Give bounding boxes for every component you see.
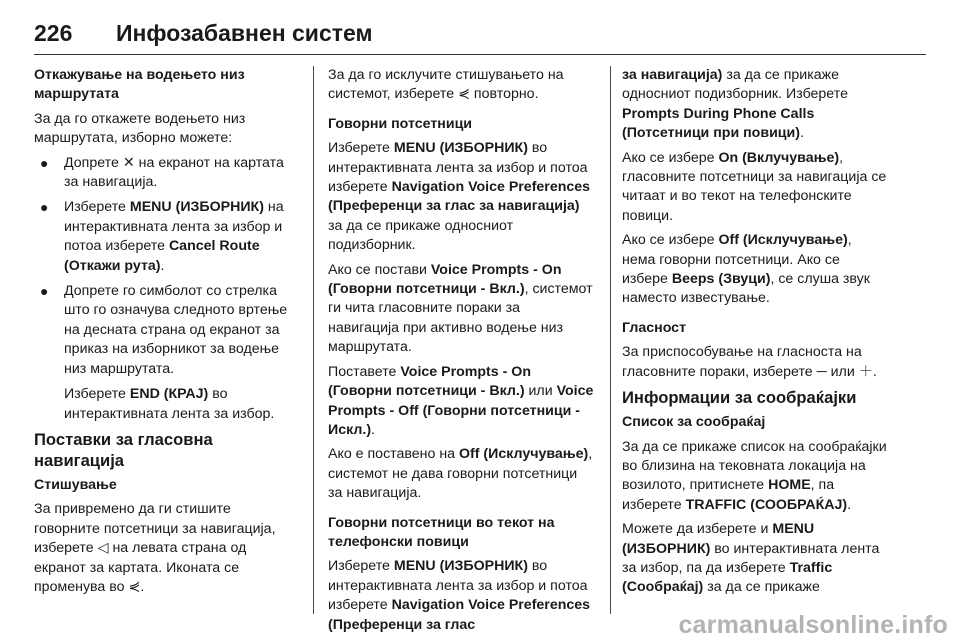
mute-arrow-icon: ◁ — [97, 540, 109, 557]
list-item: ● Допрете ✕ на екранот на картата за навигација. — [40, 154, 284, 191]
paragraph: Ако е поставено на Off (Исклучување), системот не дава говорни потсетници за навигација. — [328, 446, 593, 502]
plus-icon: ＋ — [858, 363, 873, 380]
watermark: carmanualsonline.info — [678, 611, 948, 639]
column-3 — [622, 66, 888, 603]
paragraph: Изберете MENU (ИЗБОРНИК) во интерактивната лента за избор и потоа изберете Navigation Voice Preferences (Преференци за глас за навигација) за да се прикаже односниот подизборник. — [328, 140, 591, 254]
subheading-traffic-list: Список за сообраќај — [622, 414, 766, 431]
bullet-icon: ● — [40, 199, 49, 216]
bullet-icon: ● — [40, 283, 49, 300]
subheading-volume: Гласност — [622, 319, 687, 336]
close-icon: ✕ — [122, 154, 135, 171]
paragraph: Поставете Voice Prompts - On (Говорни потсетници - Вкл.) или Voice Prompts - Off (Говорни потсетници - Искл.). — [328, 363, 594, 438]
paragraph: За да се прикаже список на сообраќајки во близина на тековната локација на возилото, притиснете HOME, па изберете TRAFFIC (СООБРАЌАЈ). — [622, 438, 887, 513]
muted-icon: ⋞ — [128, 578, 141, 595]
header-rule — [34, 54, 926, 55]
list-item: ● Изберете MENU (ИЗБОРНИК) на интерактивната лента за избор и потоа изберете Cancel Route (Откажи рута). — [40, 199, 284, 274]
paragraph: Ако се избере Off (Исклучување), нема говорни потсетници. Ако се избере Beeps (Звуци), се слуша звук наместо известување. — [622, 232, 870, 307]
subheading-voice-prompts: Говорни потсетници — [328, 115, 473, 132]
page-number: 226 — [34, 19, 73, 46]
minus-icon: ─ — [816, 363, 827, 380]
paragraph: Можете да изберете и MENU (ИЗБОРНИК) во интерактивната лента за избор, па да изберете Traffic (Сообраќај) за да се прикаже — [622, 521, 880, 596]
section-heading-traffic-info: Информации за сообраќајки — [622, 388, 857, 408]
subheading-mute: Стишување — [34, 476, 117, 493]
paragraph: За привремено да ги стишите говорните потсетници за навигација, изберете ◁ на левата страна од екранот за картата. Иконата се променува во ⋞. — [34, 501, 276, 595]
list-item: ● Допрете го симболот со стрелка што го означува следното вртење на десната страна од екранот за приказ на изборникот за водење низ маршрутата. — [40, 283, 288, 377]
paragraph: За приспособување на гласноста на гласовните пораки, изберете ─ или ＋. — [622, 344, 877, 380]
bullet-icon: ● — [40, 154, 49, 171]
paragraph: Изберете END (КРАЈ) во интерактивната лента за избор. — [64, 386, 275, 422]
paragraph: за навигација) за да се прикаже односниот подизборник. Изберете Prompts During Phone Calls (Потсетници при повици). — [622, 67, 848, 142]
page-title: Инфозабавнен систем — [116, 19, 373, 46]
page-header — [34, 16, 926, 50]
subheading-prompts-during-calls: Говорни потсетници во текот на телефонски повици — [328, 514, 555, 550]
muted-icon: ⋞ — [458, 86, 470, 103]
paragraph: Ако се постави Voice Prompts - On (Говорни потсетници - Вкл.), системот ги чита гласовните пораки за навигација при активно водење низ маршрутата. — [328, 261, 593, 356]
paragraph: За да го исклучите стишувањето на системот, изберете ⋞ повторно. — [328, 67, 564, 103]
paragraph: За да го откажете водењето низ маршрутата, изборно можете: — [34, 110, 246, 147]
column-2 — [328, 66, 594, 640]
paragraph: Ако се избере On (Вклучување), гласовните потсетници за навигација се читаат и во текот на телефонските повици. — [622, 149, 887, 224]
column-divider — [313, 66, 314, 614]
paragraph: Изберете MENU (ИЗБОРНИК) во интерактивната лента за избор и потоа изберете Navigation Voice Preferences (Преференци за глас — [328, 558, 591, 633]
section-heading-voice-navigation: Поставки за гласовна навигација — [34, 429, 213, 470]
column-1 — [34, 66, 300, 602]
section-heading-cancel-guidance: Откажување на водењето низ маршрутата — [34, 67, 245, 103]
column-divider — [610, 66, 611, 614]
